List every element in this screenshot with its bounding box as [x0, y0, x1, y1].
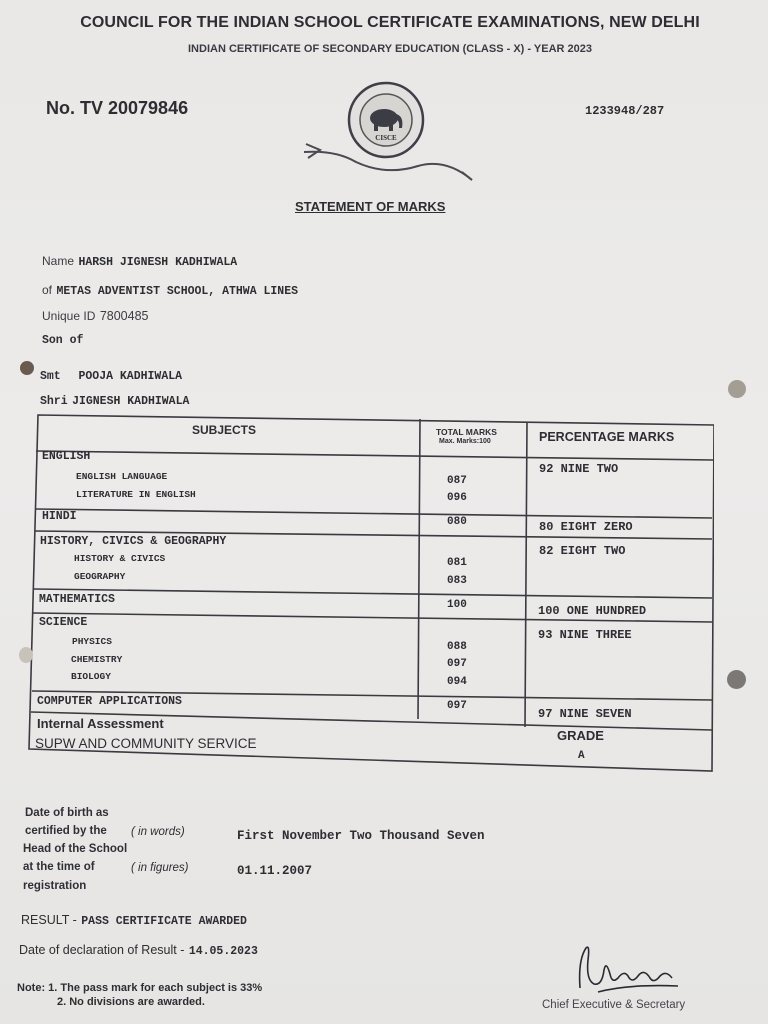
- column-total-subheader: Max. Marks:100: [439, 438, 491, 445]
- in-words-label: ( in words): [131, 826, 185, 838]
- declaration-row: [19, 941, 258, 959]
- declaration-date: 14.05.2023: [188, 945, 258, 958]
- exam-subtitle: INDIAN CERTIFICATE OF SECONDARY EDUCATION (CLASS - X) - YEAR 2023: [188, 43, 592, 55]
- result-row: [21, 911, 247, 929]
- subject-english-language: ENGLISH LANGUAGE: [76, 471, 168, 482]
- percentage-computer-applications: 97 NINE SEVEN: [538, 707, 632, 721]
- subject-science: SCIENCE: [39, 616, 88, 629]
- mark-geography: 083: [447, 575, 467, 587]
- mark-physics: 088: [447, 641, 467, 653]
- note-2: 2. No divisions are awarded.: [57, 996, 205, 1008]
- subject-english: ENGLISH: [42, 450, 91, 463]
- subject-physics: PHYSICS: [72, 636, 112, 647]
- supw-label: SUPW AND COMMUNITY SERVICE: [35, 736, 257, 751]
- dob-label-line-5: registration: [23, 880, 87, 892]
- name-label: Name: [42, 254, 75, 268]
- percentage-hindi: 80 EIGHT ZERO: [539, 520, 633, 534]
- mother-label: Smt: [40, 370, 61, 383]
- mark-biology: 094: [447, 676, 467, 688]
- candidate-name: HARSH JIGNESH KADHIWALA: [78, 256, 238, 269]
- certificate-number: No. TV 20079846: [46, 98, 189, 118]
- percentage-history-civics-geography: 82 EIGHT TWO: [539, 544, 626, 558]
- school-name: METAS ADVENTIST SCHOOL, ATHWA LINES: [56, 285, 299, 298]
- in-figures-label: ( in figures): [131, 862, 189, 874]
- son-of-label: Son of: [42, 334, 84, 347]
- marks-table: [28, 414, 714, 772]
- note-1: [17, 982, 262, 994]
- result-label: RESULT -: [21, 913, 77, 927]
- internal-assessment-label: Internal Assessment: [37, 716, 164, 731]
- subject-literature-in-english: LITERATURE IN ENGLISH: [76, 489, 196, 500]
- mark-english-language: 087: [447, 475, 467, 487]
- mark-literature-in-english: 096: [447, 492, 467, 504]
- percentage-mathematics: 100 ONE HUNDRED: [538, 604, 647, 618]
- punch-hole: [728, 380, 746, 398]
- column-percentage-header: PERCENTAGE MARKS: [539, 430, 675, 444]
- unique-id-label: Unique ID: [42, 309, 96, 323]
- punch-hole: [727, 670, 746, 689]
- signatory-title: Chief Executive & Secretary: [542, 999, 686, 1011]
- statement-heading: STATEMENT OF MARKS: [295, 199, 446, 214]
- cisce-emblem: [296, 80, 476, 190]
- column-total-header: TOTAL MARKS: [436, 427, 497, 437]
- note-label: Note:: [17, 982, 46, 994]
- subject-mathematics: MATHEMATICS: [39, 593, 115, 606]
- candidate-name-row: [42, 252, 237, 270]
- father-label: Shri: [40, 395, 68, 408]
- mark-history-civics: 081: [447, 557, 467, 569]
- dob-label-line-4: at the time of: [23, 861, 95, 873]
- subject-history-civics-geography: HISTORY, CIVICS & GEOGRAPHY: [40, 535, 227, 548]
- council-title: COUNCIL FOR THE INDIAN SCHOOL CERTIFICATE EXAMINATIONS, NEW DELHI: [80, 14, 700, 31]
- grade-value: A: [578, 750, 585, 762]
- mother-row: [40, 366, 182, 384]
- unique-id-row: [42, 307, 149, 325]
- column-subjects-header: SUBJECTS: [192, 423, 257, 437]
- grade-label: GRADE: [557, 728, 604, 743]
- mark-chemistry: 097: [447, 658, 467, 670]
- result-value: PASS CERTIFICATE AWARDED: [81, 915, 247, 928]
- subject-computer-applications: COMPUTER APPLICATIONS: [37, 695, 182, 708]
- dob-label-line-2: certified by the: [25, 825, 107, 837]
- mark-computer-applications: 097: [447, 700, 467, 712]
- dob-in-words: First November Two Thousand Seven: [237, 829, 485, 843]
- father-row: [40, 391, 189, 409]
- punch-hole: [19, 647, 33, 663]
- reference-number: 1233948/287: [585, 104, 665, 118]
- subject-biology: BIOLOGY: [71, 671, 111, 682]
- percentage-science: 93 NINE THREE: [538, 628, 632, 642]
- subject-geography: GEOGRAPHY: [74, 571, 126, 582]
- mark-hindi: 080: [447, 516, 467, 528]
- unique-id-value: 7800485: [99, 309, 149, 323]
- percentage-english: 92 NINE TWO: [539, 462, 619, 476]
- dob-in-figures: 01.11.2007: [237, 864, 313, 878]
- subject-hindi: HINDI: [42, 510, 77, 523]
- declaration-label: Date of declaration of Result -: [19, 943, 185, 957]
- of-label: of: [42, 283, 53, 297]
- dob-label-line-1: Date of birth as: [25, 807, 109, 819]
- subject-chemistry: CHEMISTRY: [71, 654, 123, 665]
- subject-history-civics: HISTORY & CIVICS: [74, 553, 166, 564]
- school-row: [42, 281, 298, 299]
- dob-label-line-3: Head of the School: [23, 843, 128, 855]
- father-name: JIGNESH KADHIWALA: [72, 395, 190, 408]
- emblem-label: CISCE: [375, 134, 397, 142]
- mother-name: POOJA KADHIWALA: [78, 370, 183, 383]
- note-1-text: 1. The pass mark for each subject is 33%: [48, 982, 263, 994]
- signature-image: [568, 940, 688, 1000]
- punch-hole: [20, 361, 34, 375]
- mark-mathematics: 100: [447, 599, 467, 611]
